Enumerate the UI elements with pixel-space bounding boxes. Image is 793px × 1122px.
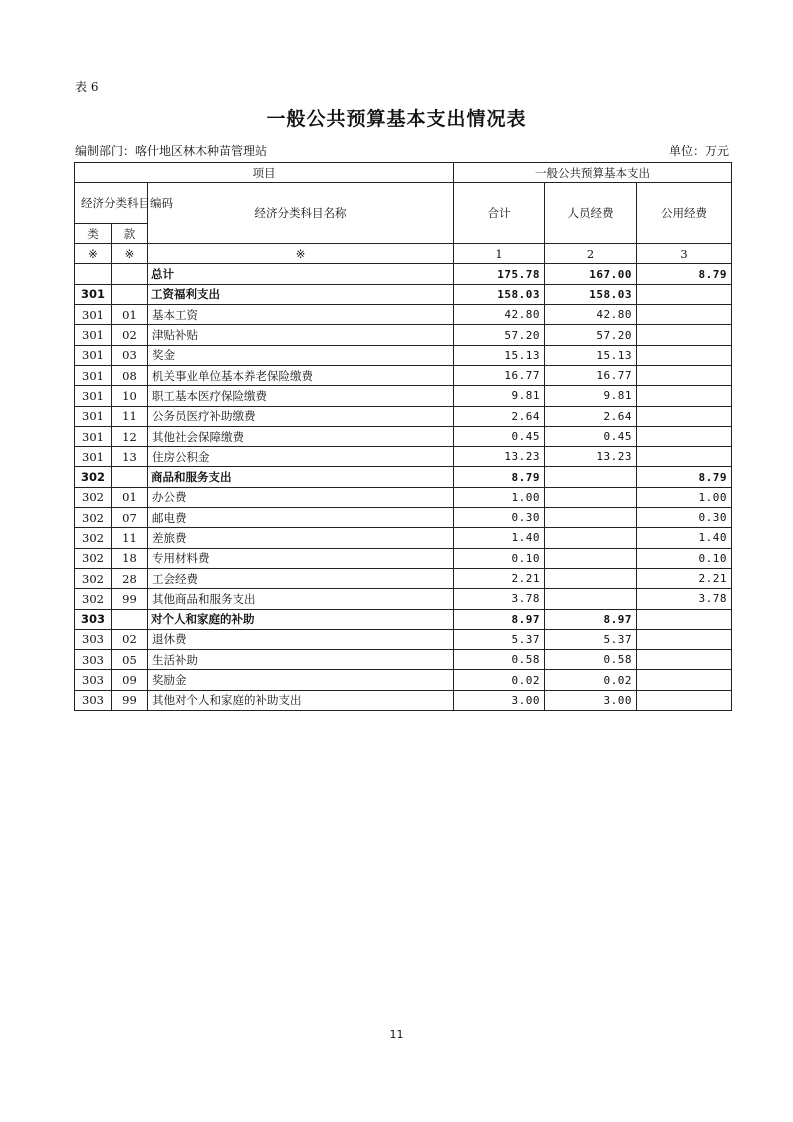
- cell-public: [637, 365, 732, 385]
- cell-name: 职工基本医疗保险缴费: [148, 386, 454, 406]
- cell-lei: 302: [75, 548, 112, 568]
- header-expenditure-group: 一般公共预算基本支出: [454, 163, 732, 183]
- cell-public: [637, 386, 732, 406]
- cell-kuan: [112, 264, 148, 284]
- expenditure-table: [74, 162, 732, 711]
- cell-name: 对个人和家庭的补助: [148, 609, 454, 629]
- table-row: [75, 447, 732, 467]
- cell-personnel: 167.00: [545, 264, 637, 284]
- cell-name: 奖励金: [148, 670, 454, 690]
- mark-lei: ※: [75, 244, 112, 264]
- cell-public: 2.21: [637, 568, 732, 588]
- cell-name: 其他社会保障缴费: [148, 426, 454, 446]
- cell-public: 1.00: [637, 487, 732, 507]
- cell-total: 1.40: [454, 528, 545, 548]
- table-row: [75, 670, 732, 690]
- cell-lei: 301: [75, 305, 112, 325]
- table-row: [75, 345, 732, 365]
- cell-personnel: 3.00: [545, 690, 637, 710]
- cell-lei: 301: [75, 447, 112, 467]
- cell-name: 工会经费: [148, 568, 454, 588]
- cell-kuan: 07: [112, 508, 148, 528]
- table-row: [75, 629, 732, 649]
- cell-total: 158.03: [454, 284, 545, 304]
- cell-name: 其他商品和服务支出: [148, 589, 454, 609]
- cell-personnel: 0.45: [545, 426, 637, 446]
- cell-personnel: [545, 568, 637, 588]
- cell-name: 其他对个人和家庭的补助支出: [148, 690, 454, 710]
- table-row: [75, 467, 732, 487]
- mark-name: ※: [148, 244, 454, 264]
- cell-total: 0.58: [454, 650, 545, 670]
- table-row: [75, 487, 732, 507]
- cell-kuan: 13: [112, 447, 148, 467]
- cell-public: [637, 284, 732, 304]
- cell-total: 0.45: [454, 426, 545, 446]
- cell-public: [637, 447, 732, 467]
- table-row: [75, 386, 732, 406]
- cell-name: 工资福利支出: [148, 284, 454, 304]
- header-lei: 类: [75, 223, 112, 243]
- table-label: 表 6: [75, 80, 99, 94]
- cell-personnel: 16.77: [545, 365, 637, 385]
- cell-public: [637, 609, 732, 629]
- header-personnel: 人员经费: [545, 183, 637, 244]
- cell-name: 差旅费: [148, 528, 454, 548]
- cell-name: 办公费: [148, 487, 454, 507]
- cell-public: 0.10: [637, 548, 732, 568]
- cell-kuan: 01: [112, 487, 148, 507]
- cell-kuan: 11: [112, 406, 148, 426]
- col-index-1: 1: [454, 244, 545, 264]
- cell-personnel: 0.58: [545, 650, 637, 670]
- cell-total: 9.81: [454, 386, 545, 406]
- cell-kuan: 99: [112, 690, 148, 710]
- cell-lei: 303: [75, 670, 112, 690]
- cell-public: [637, 325, 732, 345]
- cell-lei: 301: [75, 406, 112, 426]
- cell-kuan: 01: [112, 305, 148, 325]
- cell-kuan: 09: [112, 670, 148, 690]
- cell-public: 8.79: [637, 264, 732, 284]
- cell-name: 津贴补贴: [148, 325, 454, 345]
- header-row-4: [75, 244, 732, 264]
- cell-public: 3.78: [637, 589, 732, 609]
- cell-lei: [75, 264, 112, 284]
- cell-kuan: 99: [112, 589, 148, 609]
- cell-lei: 301: [75, 325, 112, 345]
- header-row-1: [75, 163, 732, 183]
- cell-personnel: [545, 548, 637, 568]
- cell-personnel: 8.97: [545, 609, 637, 629]
- cell-total: 13.23: [454, 447, 545, 467]
- cell-name: 专用材料费: [148, 548, 454, 568]
- header-public: 公用经费: [637, 183, 732, 244]
- cell-public: [637, 650, 732, 670]
- cell-personnel: 57.20: [545, 325, 637, 345]
- cell-total: 3.00: [454, 690, 545, 710]
- cell-kuan: [112, 284, 148, 304]
- cell-lei: 302: [75, 508, 112, 528]
- cell-lei: 303: [75, 650, 112, 670]
- cell-personnel: [545, 467, 637, 487]
- cell-name: 邮电费: [148, 508, 454, 528]
- mark-kuan: ※: [112, 244, 148, 264]
- cell-kuan: 11: [112, 528, 148, 548]
- cell-total: 16.77: [454, 365, 545, 385]
- table-row: [75, 528, 732, 548]
- cell-lei: 302: [75, 568, 112, 588]
- table-row: [75, 406, 732, 426]
- table-row: [75, 284, 732, 304]
- cell-public: [637, 629, 732, 649]
- table-row: [75, 690, 732, 710]
- cell-personnel: 158.03: [545, 284, 637, 304]
- cell-personnel: 42.80: [545, 305, 637, 325]
- cell-name: 生活补助: [148, 650, 454, 670]
- cell-lei: 301: [75, 284, 112, 304]
- cell-lei: 302: [75, 487, 112, 507]
- cell-public: 1.40: [637, 528, 732, 548]
- page-title: 一般公共预算基本支出情况表: [266, 108, 527, 130]
- cell-lei: 301: [75, 365, 112, 385]
- cell-public: [637, 426, 732, 446]
- cell-total: 175.78: [454, 264, 545, 284]
- cell-kuan: 28: [112, 568, 148, 588]
- cell-total: 2.21: [454, 568, 545, 588]
- cell-lei: 302: [75, 528, 112, 548]
- table-row: [75, 568, 732, 588]
- cell-public: 8.79: [637, 467, 732, 487]
- cell-kuan: 08: [112, 365, 148, 385]
- cell-personnel: [545, 528, 637, 548]
- header-kuan: 款: [112, 223, 148, 243]
- table-row: [75, 325, 732, 345]
- cell-lei: 303: [75, 609, 112, 629]
- cell-lei: 303: [75, 629, 112, 649]
- cell-personnel: 5.37: [545, 629, 637, 649]
- cell-name: 基本工资: [148, 305, 454, 325]
- meta-row: [75, 142, 729, 159]
- cell-lei: 301: [75, 386, 112, 406]
- cell-personnel: 9.81: [545, 386, 637, 406]
- cell-kuan: 05: [112, 650, 148, 670]
- cell-total: 5.37: [454, 629, 545, 649]
- cell-total: 1.00: [454, 487, 545, 507]
- cell-lei: 302: [75, 467, 112, 487]
- header-total: 合计: [454, 183, 545, 244]
- table-row: [75, 609, 732, 629]
- cell-personnel: [545, 508, 637, 528]
- unit-label: 单位：万元: [668, 144, 729, 158]
- cell-personnel: [545, 487, 637, 507]
- cell-total: 8.79: [454, 467, 545, 487]
- cell-total: 3.78: [454, 589, 545, 609]
- cell-total: 8.97: [454, 609, 545, 629]
- cell-kuan: 12: [112, 426, 148, 446]
- table-row: [75, 365, 732, 385]
- table-row: [75, 589, 732, 609]
- cell-lei: 303: [75, 690, 112, 710]
- cell-personnel: 2.64: [545, 406, 637, 426]
- page-number: 11: [389, 1028, 404, 1041]
- cell-name: 商品和服务支出: [148, 467, 454, 487]
- cell-public: 0.30: [637, 508, 732, 528]
- col-index-3: 3: [637, 244, 732, 264]
- cell-total: 0.30: [454, 508, 545, 528]
- cell-lei: 302: [75, 589, 112, 609]
- header-econ-code: 经济分类科目编码: [75, 183, 148, 224]
- cell-personnel: 0.02: [545, 670, 637, 690]
- cell-total: 57.20: [454, 325, 545, 345]
- table-row: [75, 508, 732, 528]
- cell-name: 机关事业单位基本养老保险缴费: [148, 365, 454, 385]
- table-row: [75, 305, 732, 325]
- cell-personnel: 13.23: [545, 447, 637, 467]
- cell-name: 退休费: [148, 629, 454, 649]
- cell-kuan: 10: [112, 386, 148, 406]
- cell-name: 奖金: [148, 345, 454, 365]
- cell-public: [637, 406, 732, 426]
- table-row: [75, 650, 732, 670]
- cell-kuan: 02: [112, 325, 148, 345]
- cell-public: [637, 345, 732, 365]
- cell-public: [637, 670, 732, 690]
- cell-public: [637, 305, 732, 325]
- table-row: [75, 426, 732, 446]
- cell-lei: 301: [75, 426, 112, 446]
- cell-personnel: 15.13: [545, 345, 637, 365]
- cell-name: 住房公积金: [148, 447, 454, 467]
- header-row-2: [75, 183, 732, 224]
- department-label: 编制部门：喀什地区林木种苗管理站: [75, 144, 268, 158]
- cell-kuan: [112, 609, 148, 629]
- cell-lei: 301: [75, 345, 112, 365]
- cell-personnel: [545, 589, 637, 609]
- table-row: [75, 548, 732, 568]
- cell-name: 公务员医疗补助缴费: [148, 406, 454, 426]
- header-project: 项目: [75, 163, 454, 183]
- cell-total: 2.64: [454, 406, 545, 426]
- cell-total: 42.80: [454, 305, 545, 325]
- cell-total: 0.02: [454, 670, 545, 690]
- cell-name: 总计: [148, 264, 454, 284]
- cell-kuan: 18: [112, 548, 148, 568]
- table-row: [75, 264, 732, 284]
- col-index-2: 2: [545, 244, 637, 264]
- cell-total: 15.13: [454, 345, 545, 365]
- header-econ-name: 经济分类科目名称: [148, 183, 454, 244]
- cell-kuan: 02: [112, 629, 148, 649]
- cell-public: [637, 690, 732, 710]
- cell-kuan: [112, 467, 148, 487]
- cell-total: 0.10: [454, 548, 545, 568]
- cell-kuan: 03: [112, 345, 148, 365]
